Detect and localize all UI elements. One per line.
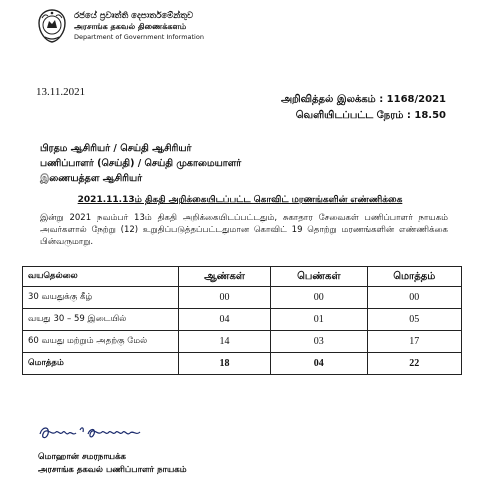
male-count-cell: 14 xyxy=(179,331,271,353)
table-row xyxy=(23,331,462,353)
total-count-cell: 05 xyxy=(367,309,461,331)
header-total: மொத்தம் xyxy=(367,267,461,287)
header-female: பெண்கள் xyxy=(271,267,368,287)
male-count-cell: 04 xyxy=(179,309,271,331)
female-count-cell: 03 xyxy=(271,331,368,353)
header-male: ஆண்கள் xyxy=(179,267,271,287)
signatory-name: மொஹான் சமரநாயக்க xyxy=(38,452,126,462)
female-count-cell: 00 xyxy=(271,287,368,309)
release-number: அறிவித்தல் இலக்கம் : 1168/2021 xyxy=(280,94,446,105)
body-paragraph: இன்று 2021 நவம்பர் 13ம் திகதி அறிக்கையிடப்பட்டதும், சுகாதார சேவைகள் பணிப்பாளர் நாயகம் அவர்களால் நேற்று (12) உறுதிப்படுத்தப்பட்டதுமான கொவிட் 19 தொற்று மரணங்களின் எண்ணிக்கை பின்வருமாறு. xyxy=(40,213,448,247)
deaths-table xyxy=(22,266,462,375)
total-count-cell: 17 xyxy=(367,331,461,353)
recipient-line: பிரதம ஆசிரியர் / செய்தி ஆசிரியர் xyxy=(40,143,192,154)
age-range-cell: வயது 30 – 59 இடையில் xyxy=(23,309,179,331)
total-count-cell: 00 xyxy=(367,287,461,309)
table-row xyxy=(23,309,462,331)
recipient-line: இணையத்தள ஆசிரியர் xyxy=(40,173,143,184)
table-row xyxy=(23,287,462,309)
male-total-cell: 18 xyxy=(179,353,271,375)
document-title: 2021.11.13ம் திகதி அறிக்கையிடப்பட்ட கொவிட் மரணங்களின் எண்ணிக்கை xyxy=(77,195,403,205)
total-label-cell: மொத்தம் xyxy=(23,353,179,375)
english-department-title: Department of Government Information xyxy=(74,33,204,41)
sinhala-department-title: රජයේ ප්‍රවෘත්ති දෙපාර්තමේන්තුව xyxy=(74,11,194,21)
handwritten-signature xyxy=(36,420,156,450)
female-count-cell: 01 xyxy=(271,309,368,331)
tamil-department-title: அரசாங்க தகவல் திணைக்களம் xyxy=(74,22,187,31)
grand-total-cell: 22 xyxy=(367,353,461,375)
female-total-cell: 04 xyxy=(271,353,368,375)
release-date: 13.11.2021 xyxy=(36,86,86,98)
sri-lanka-emblem-icon xyxy=(36,8,68,44)
age-range-cell: 30 வயதுக்கு கீழ் xyxy=(23,287,179,309)
table-total-row xyxy=(23,353,462,375)
recipient-line: பணிப்பாளர் (செய்தி) / செய்தி முகாமையாளர் xyxy=(40,158,242,169)
age-range-cell: 60 வயது மற்றும் அதற்கு மேல் xyxy=(23,331,179,353)
table-header-row xyxy=(23,267,462,287)
header-age-range: வயதெல்லை xyxy=(23,267,179,287)
male-count-cell: 00 xyxy=(179,287,271,309)
signatory-title: அரசாங்க தகவல் பணிப்பாளர் நாயகம் xyxy=(38,465,187,475)
release-time: வெளியிடப்பட்ட நேரம் : 18.50 xyxy=(295,110,446,121)
